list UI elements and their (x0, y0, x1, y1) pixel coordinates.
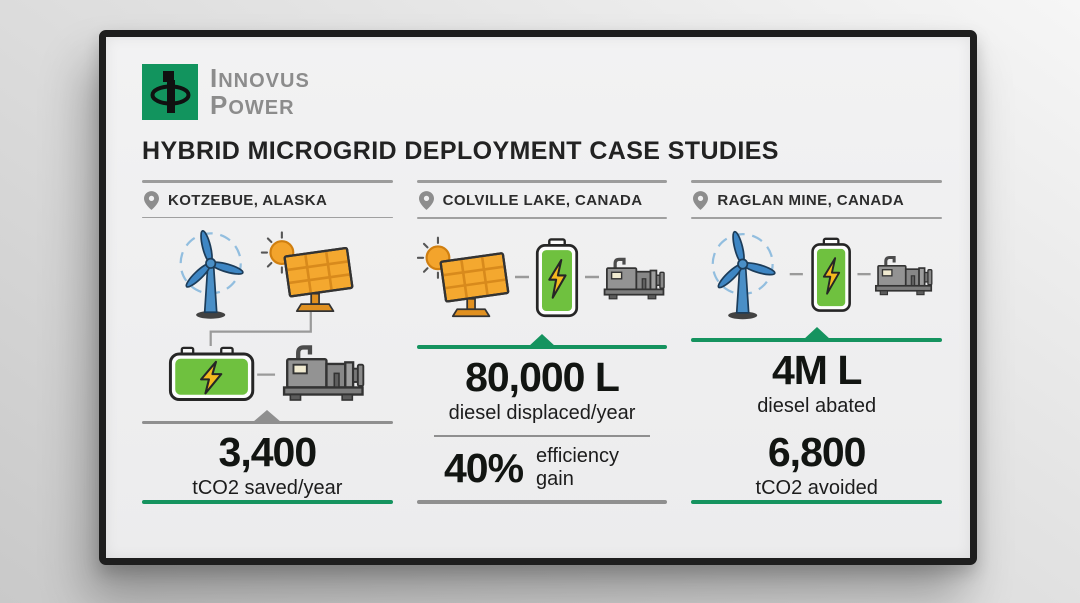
location-header (691, 183, 942, 217)
case-study-columns (142, 180, 942, 514)
microgrid-icons-kotzebue (142, 228, 392, 403)
header-rule-bottom (142, 217, 393, 219)
stat-label: diesel abated (757, 395, 877, 418)
stat-value: 40% (443, 445, 524, 492)
column-bottom-rule (417, 500, 668, 504)
brand-name-line1: INNOVUS (210, 63, 310, 94)
diesel-generator-icon (605, 259, 665, 298)
case-study-column-colville-lake (417, 180, 668, 514)
microgrid-icons-colville (417, 229, 667, 327)
location-pin-icon (144, 191, 159, 210)
solar-panel-icon (418, 238, 508, 317)
pointer-rule (691, 329, 942, 342)
battery-icon (171, 348, 253, 400)
page-title: HYBRID MICROGRID DEPLOYMENT CASE STUDIES (142, 137, 779, 165)
stat-label: diesel displaced/year (448, 402, 636, 425)
case-study-column-kotzebue (142, 180, 393, 514)
brand-logo (142, 63, 942, 121)
location-label: COLVILLE LAKE, CANADA (442, 192, 643, 209)
solar-panel-icon (262, 233, 353, 312)
wind-turbine-icon (704, 229, 777, 319)
location-pin-icon (693, 191, 708, 210)
location-label: RAGLAN MINE, CANADA (717, 191, 905, 209)
monitor-frame (99, 30, 977, 565)
wind-turbine-icon (173, 228, 246, 319)
location-pin-icon (419, 191, 434, 210)
stat-value: 3,400 (218, 429, 317, 476)
stat-value: 80,000 L (465, 354, 619, 400)
microgrid-icons-raglan (692, 229, 942, 321)
infographic-screen (106, 37, 970, 558)
location-header (142, 183, 393, 217)
battery-icon (537, 239, 576, 315)
pointer-rule (142, 412, 393, 425)
location-label: KOTZEBUE, ALASKA (168, 191, 328, 209)
brand-name-line2: POWER (210, 90, 295, 120)
stat-label: efficiency gain (536, 445, 620, 491)
stat-value: 6,800 (767, 428, 866, 475)
stat-divider (434, 435, 650, 437)
connector-line (211, 312, 311, 346)
stat-value: 4M L (771, 347, 862, 394)
innovus-logo-icon (142, 64, 198, 120)
stat-label: tCO2 avoided (755, 477, 878, 500)
location-header (417, 183, 668, 217)
column-bottom-rule (691, 500, 942, 504)
spacer (691, 418, 942, 424)
stat-label: tCO2 saved/year (192, 477, 343, 500)
column-bottom-rule (142, 500, 393, 504)
diesel-generator-icon (284, 348, 363, 401)
case-study-column-raglan-mine (691, 180, 942, 514)
pointer-rule (417, 335, 668, 349)
brand-name (210, 65, 310, 118)
battery-icon (812, 239, 849, 311)
header-rule-bottom (691, 217, 942, 219)
diesel-generator-icon (875, 257, 931, 294)
header-rule-bottom (417, 217, 668, 219)
stat-inline-group (417, 445, 668, 491)
